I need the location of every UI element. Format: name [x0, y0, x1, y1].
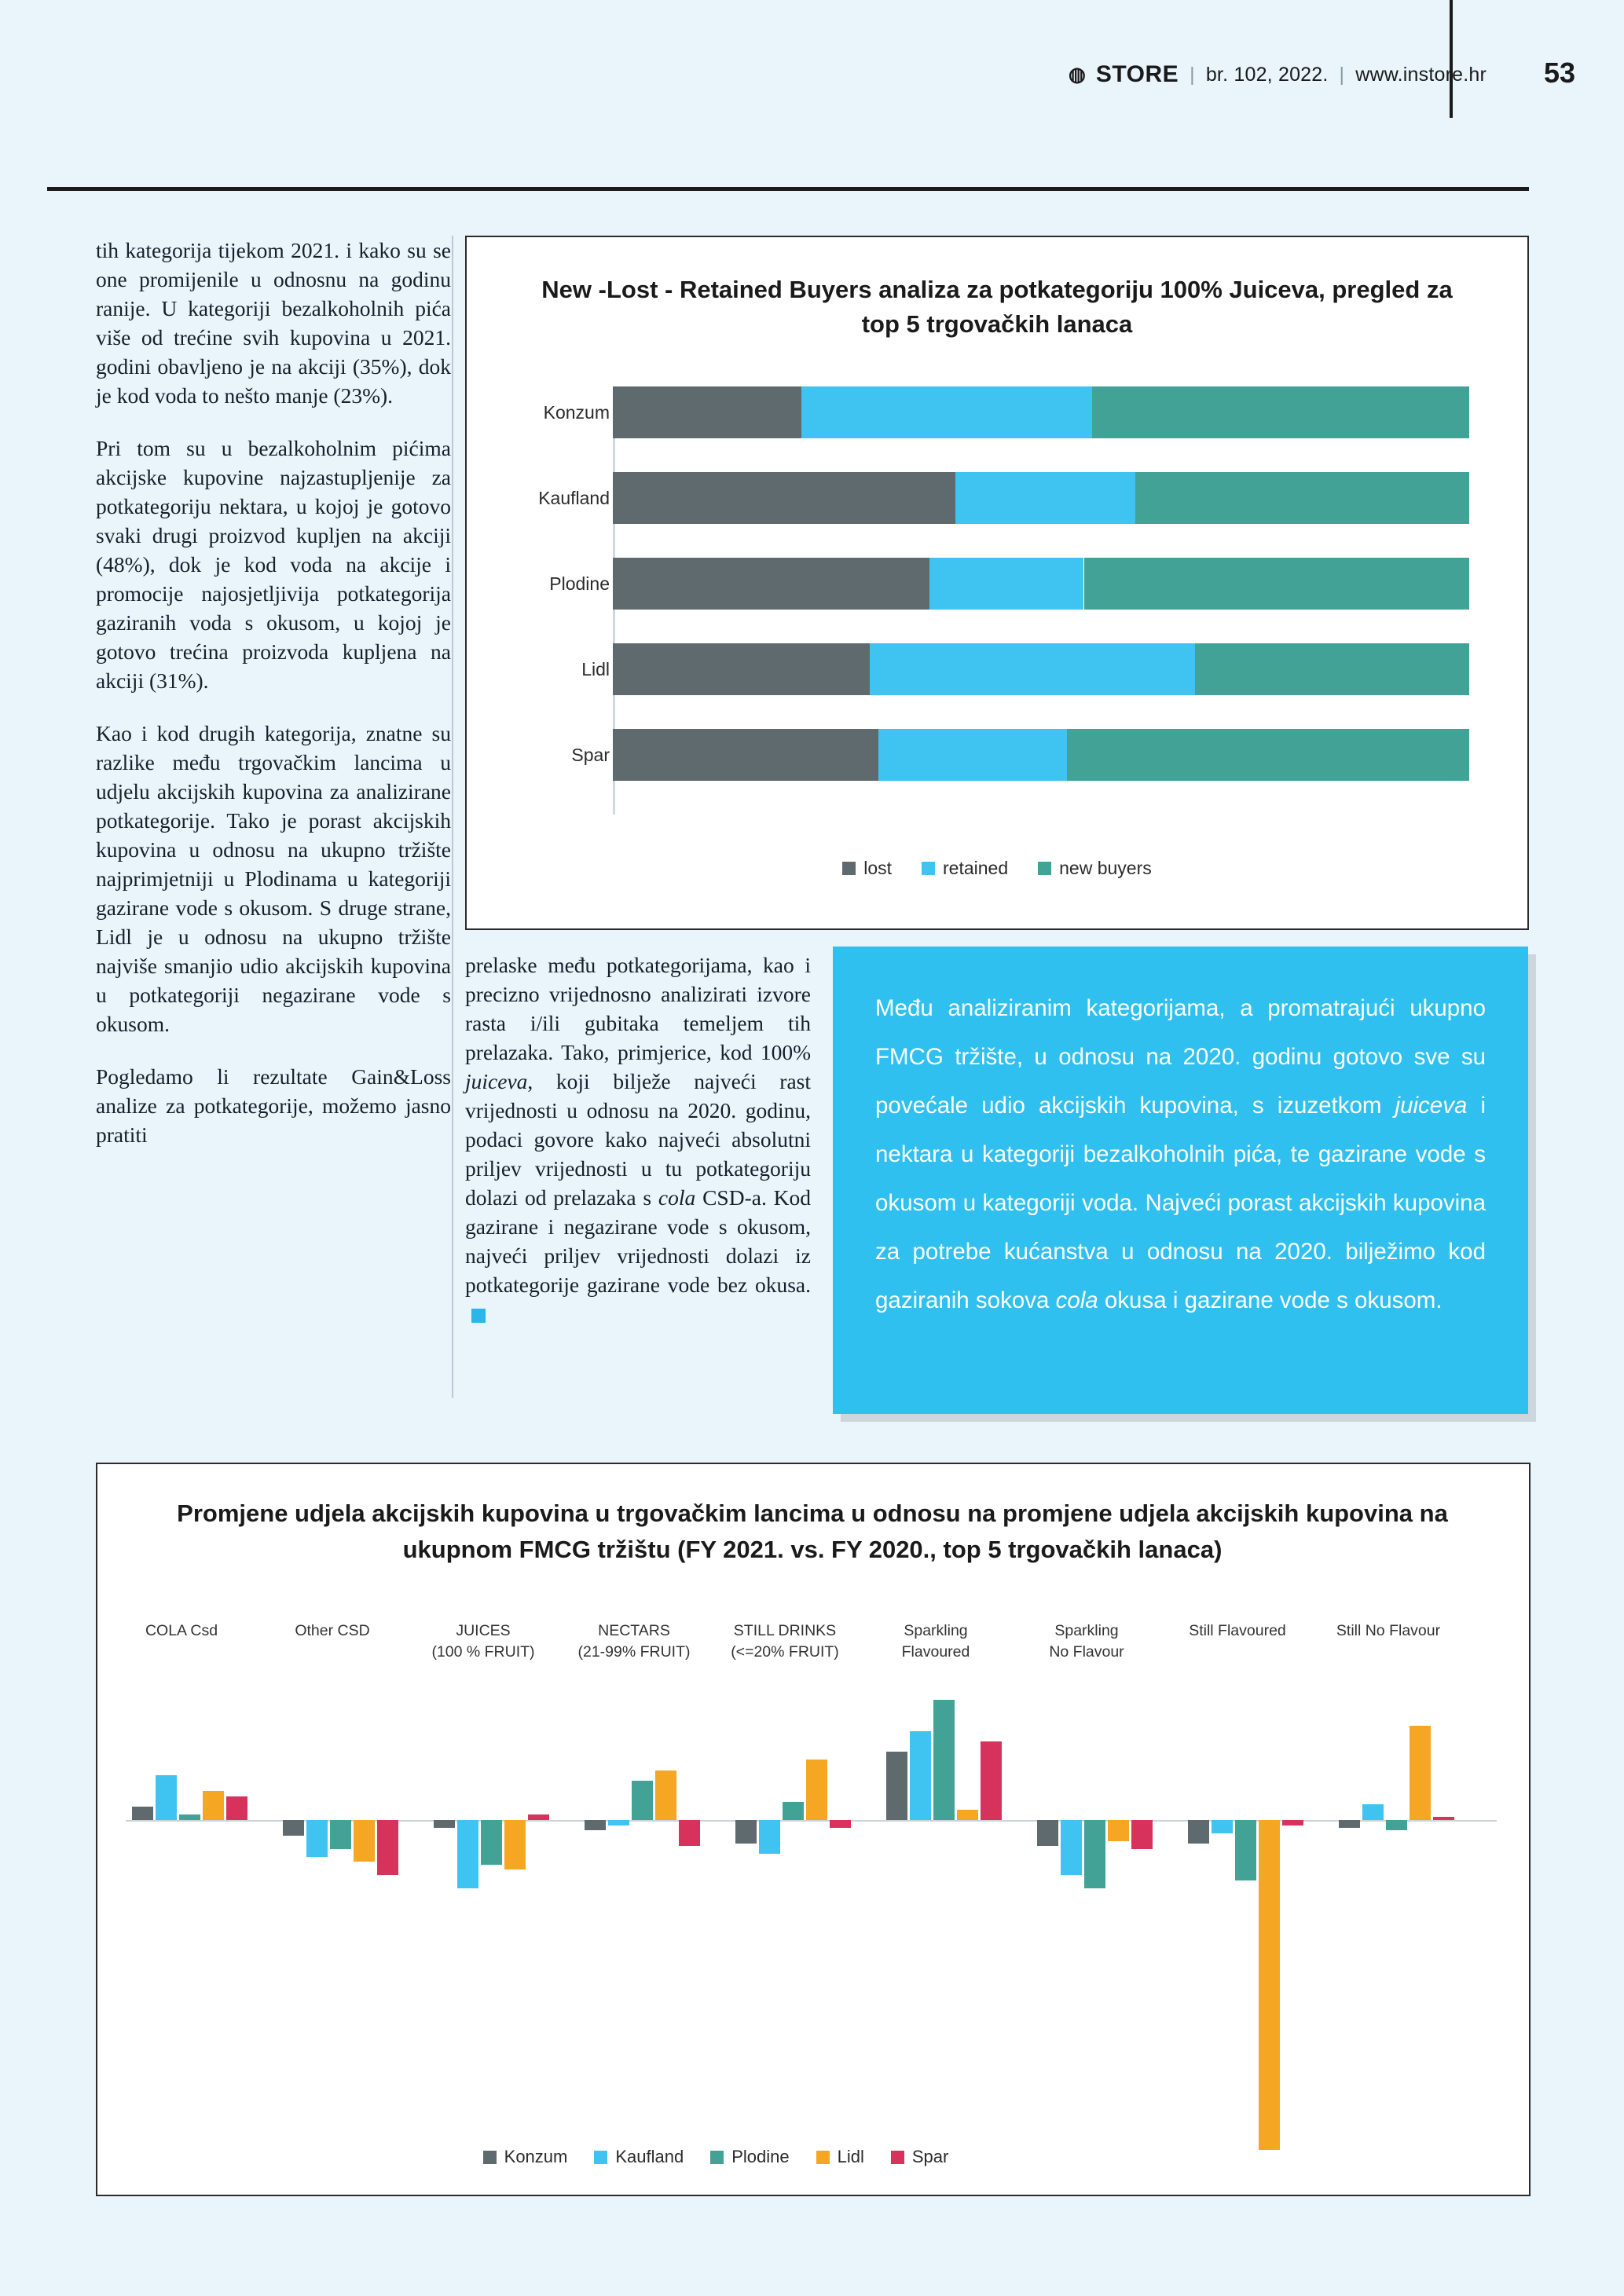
chart2-bar-Kaufland [1212, 1820, 1233, 1833]
chart2-bar-Konzum [283, 1820, 304, 1836]
chart2-bar-Kaufland [910, 1731, 931, 1820]
paragraph: tih kategorija tijekom 2021. i kako su se one promijenile u odnosnu na godinu ranije. U kategoriji bezalkoholnih pića više od trećine svih kupovina u 2021. godini obavljeno je na akciji (35%), dok je kod voda to nešto manje (23%). [96, 238, 451, 408]
masthead-separator-2: | [1339, 63, 1345, 86]
chart2-bar-Spar [377, 1820, 398, 1875]
chart1-bar-segment-lost [613, 643, 870, 695]
chart1-bar-segment-retained [878, 729, 1067, 781]
chart2-legend [0, 2147, 1432, 2167]
paragraph: Pogledamo li rezultate Gain&Loss analize za potkategorije, možemo jasno pratiti [96, 1064, 451, 1147]
paragraph: Pri tom su u bezalkoholnim pićima akcijske kupovine najzastupljenije za potkategoriju nektara, u kojoj je gotovo svaki drugi proizvod kupljen na akciji (48%), dok je kod voda na akcije i promocije najosjetljivija potkategorija gaziranih voda s okusom, u kojoj je gotovo trećina proizvoda kupljena na akciji (31%). [96, 436, 451, 693]
chart1-legend [467, 858, 1527, 879]
chart1-bar-row [571, 729, 1469, 781]
legend-swatch-icon [594, 2151, 607, 2164]
masthead-separator-1: | [1190, 63, 1195, 86]
chart2-bar-Konzum [735, 1820, 757, 1844]
header-rule [47, 187, 1529, 191]
legend-swatch-icon [1038, 862, 1051, 875]
chart2-bar-Konzum [1339, 1820, 1360, 1828]
chart2-group-label: STILL DRINKS (<=20% FRUIT) [731, 1622, 839, 1661]
legend-label: Plodine [731, 2147, 790, 2166]
chart1-bar-segment-retained [801, 386, 1093, 438]
legend-swatch-icon [710, 2151, 724, 2164]
chart2-bar-Plodine [632, 1781, 653, 1820]
chart2-group-label: COLA Csd [145, 1622, 218, 1639]
chart2-bar-Kaufland [306, 1820, 328, 1857]
chart2-bar-Konzum [886, 1752, 907, 1820]
chart1-category-label: Plodine [549, 573, 610, 594]
chart2-bar-Konzum [1037, 1820, 1058, 1846]
chart1-title: New -Lost - Retained Buyers analiza za potkategoriju 100% Juiceva, pregled za top 5 trgovačkih lanaca [541, 276, 1453, 338]
chart2-bar-Lidl [1108, 1820, 1129, 1841]
chart1-bar-segment-new-buyers [1092, 386, 1469, 438]
instore-logo-icon: ◍ [1068, 64, 1085, 86]
chart2-bar-Spar [1282, 1820, 1303, 1825]
chart2-bar-Spar [1131, 1820, 1153, 1849]
chart2-bar-Plodine [179, 1814, 200, 1820]
chart2-bar-Spar [226, 1796, 247, 1820]
chart1-category-label: Spar [571, 745, 610, 765]
chart1-bar-segment-new-buyers [1195, 643, 1469, 695]
chart1-bar-segment-lost [613, 729, 878, 781]
chart2-bar-Spar [981, 1741, 1002, 1820]
chart2-group-label: Still Flavoured [1189, 1622, 1286, 1639]
chart2-bar-Konzum [585, 1820, 606, 1830]
legend-label: Konzum [504, 2147, 568, 2166]
chart2-bar-Kaufland [156, 1775, 177, 1820]
chart1-category-label: Konzum [543, 402, 610, 423]
chart2-legend-item[interactable] [594, 2147, 684, 2167]
body-text-column-middle [465, 950, 811, 1328]
page-header [0, 0, 1624, 189]
chart2-group-label: Sparkling Flavoured [901, 1622, 970, 1661]
chart2-bar-Lidl [957, 1810, 978, 1820]
page-number: 53 [1543, 57, 1575, 89]
chart2-legend-item[interactable] [816, 2147, 864, 2167]
chart2-bar-Plodine [481, 1820, 502, 1865]
chart2-bar-Plodine [933, 1700, 955, 1820]
header-vertical-divider [1450, 0, 1453, 118]
body-text-column-left [96, 236, 451, 1149]
paragraph: Kao i kod drugih kategorija, znatne su razlike među trgovačkim lancima u udjelu akcijskih kupovina za analizirane potkategorije. Tako je porast akcijskih kupovina u odnosu na ukupno tržište najprimjetniji u Plodinama u kategoriji gazirane vode s okusom. S druge strane, Lidl je u odnosu na ukupno tržište najviše smanjio udio akcijskih kupovina u potkategoriji negazirane vode s okusom. [96, 721, 451, 1036]
legend-swatch-icon [816, 2151, 830, 2164]
chart2-bar-Kaufland [608, 1820, 629, 1825]
end-of-article-mark [471, 1309, 486, 1323]
chart2-bar-Konzum [132, 1807, 153, 1820]
chart1-category-label: Lidl [581, 659, 610, 679]
paragraph-text: prelaske među potkategorijama, kao i precizno vrijednosno analizirati izvore rasta i/ili gubitaka temeljem tih prelazaka. Tako, primjerice, kod 100% juiceva, koji bilježe najveći rast vrijednosti u odnosu na 2020. godinu, podaci govore kako najveći absolutni priljev vrijednosti u tu potkategoriju dolazi od prelazaka s cola CSD-a. Kod gazirane i negazirane vode s okusom, najveći priljev vrijednosti dolazi iz potkategorije gazirane vode bez okusa. [465, 953, 811, 1297]
chart2-title: Promjene udjela akcijskih kupovina u trgovačkim lancima u odnosu na promjene udjela akcijskih kupovina na ukupnom FMCG tržištu (FY 2021. vs. FY 2020., top 5 trgovačkih lanaca) [177, 1500, 1448, 1563]
chart1-bar-segment-lost [613, 558, 929, 610]
chart2-plot-area [118, 1689, 1493, 2129]
chart2-bar-Konzum [434, 1820, 455, 1828]
chart2-bar-Lidl [1410, 1726, 1431, 1820]
chart2-bar-Plodine [1386, 1820, 1407, 1830]
chart1-legend-item[interactable] [922, 858, 1008, 879]
chart2-group-label: NECTARS (21-99% FRUIT) [577, 1622, 691, 1661]
legend-swatch-icon [922, 862, 935, 875]
chart2-bar-Spar [830, 1820, 851, 1828]
chart2-bar-Kaufland [1362, 1804, 1384, 1820]
chart2-bar-Lidl [504, 1820, 526, 1869]
chart1-bar-segment-retained [929, 558, 1083, 610]
chart1-plot-area [538, 386, 1469, 815]
chart2-bar-Kaufland [1061, 1820, 1082, 1875]
chart2-bar-Lidl [655, 1771, 676, 1820]
legend-swatch-icon [842, 862, 856, 875]
pull-quote-box [833, 947, 1528, 1414]
chart2-group-label: Still No Flavour [1336, 1622, 1441, 1639]
chart1-bar-segment-new-buyers [1067, 729, 1469, 781]
chart1-bar-segment-lost [613, 472, 955, 524]
chart1-bar-segment-retained [955, 472, 1135, 524]
chart2-legend-item[interactable] [891, 2147, 948, 2167]
chart2-bar-Plodine [1235, 1820, 1256, 1880]
chart2-group-label: Other CSD [295, 1622, 370, 1639]
chart1-bar-row [538, 472, 1469, 524]
chart2-bar-Spar [679, 1820, 700, 1846]
chart2-legend-item[interactable] [483, 2147, 568, 2167]
chart1-bar-segment-new-buyers [1084, 558, 1470, 610]
chart2-bar-Lidl [806, 1760, 827, 1820]
chart2-group-label: JUICES (100 % FRUIT) [431, 1622, 535, 1661]
website-link[interactable]: www.instore.hr [1355, 63, 1487, 86]
legend-label: lost [863, 858, 893, 878]
chart2-bar-Plodine [330, 1820, 351, 1849]
chart2-legend-item[interactable] [710, 2147, 789, 2167]
chart1-legend-item[interactable] [842, 858, 892, 879]
pull-quote-text: Među analiziranim kategorijama, a promatrajući ukupno FMCG tržište, u odnosu na 2020. godinu gotovo sve su povećale udio akcijskih kupovina, s izuzetkom juiceva i nektara u kategoriji bezalkoholnih pića, te gazirane vode s okusom u kategoriji voda. Najveći porast akcijskih kupovina za potrebe kućanstva u odnosu na 2020. bilježimo kod gaziranih sokova cola okusa i gazirane vode s okusom. [875, 995, 1486, 1313]
chart-card-new-lost-retained [465, 236, 1529, 930]
legend-label: Lidl [837, 2147, 864, 2166]
chart2-bar-Kaufland [457, 1820, 478, 1888]
chart1-bar-row [581, 643, 1469, 695]
chart1-bar-segment-retained [870, 643, 1195, 695]
chart1-bar-row [549, 558, 1469, 610]
chart2-bar-Plodine [1084, 1820, 1105, 1888]
legend-label: Kaufland [615, 2147, 684, 2166]
legend-label: new buyers [1059, 858, 1152, 878]
chart2-bar-Konzum [1188, 1820, 1209, 1844]
chart2-bar-Lidl [203, 1791, 224, 1820]
chart2-bar-Kaufland [759, 1820, 780, 1854]
chart2-group-label: Sparkling No Flavour [1049, 1622, 1124, 1661]
legend-label: Spar [911, 2147, 949, 2166]
legend-label: retained [943, 858, 1009, 878]
chart2-bar-Spar [528, 1814, 549, 1820]
chart1-bar-segment-lost [613, 386, 801, 438]
chart1-legend-item[interactable] [1038, 858, 1152, 879]
paragraph [465, 950, 811, 1328]
chart2-bar-Lidl [354, 1820, 375, 1862]
chart1-category-label: Kaufland [538, 488, 610, 508]
chart2-bar-Spar [1433, 1817, 1454, 1820]
chart1-bar-row [543, 386, 1469, 438]
legend-swatch-icon [891, 2151, 904, 2164]
legend-swatch-icon [483, 2151, 497, 2164]
chart1-bar-segment-new-buyers [1135, 472, 1469, 524]
chart2-bar-Plodine [783, 1802, 804, 1820]
issue-label: br. 102, 2022. [1205, 63, 1329, 86]
header-masthead [1069, 61, 1487, 88]
instore-logo-text: STORE [1095, 61, 1179, 87]
chart2-bar-Lidl [1259, 1820, 1280, 2150]
